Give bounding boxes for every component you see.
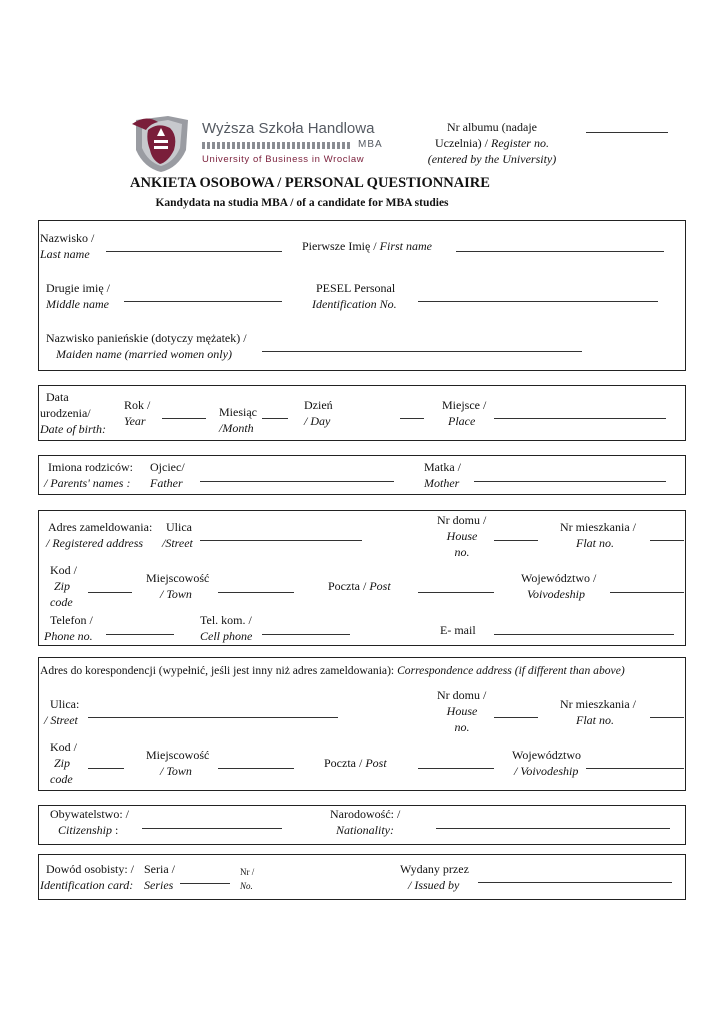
corr-house-label-en1: House xyxy=(446,704,478,718)
maiden-name-label-en: Maiden name (married women only) xyxy=(56,347,232,361)
birth-place-field[interactable] xyxy=(494,418,666,419)
id-no-label-en: No. xyxy=(240,881,253,891)
reg-flat-field[interactable] xyxy=(650,540,684,541)
citizenship-label-en-wrap: Citizenship : xyxy=(58,823,119,837)
year-label-en: Year xyxy=(124,414,146,428)
corr-town-field[interactable] xyxy=(218,768,294,769)
maiden-name-field[interactable] xyxy=(262,351,582,352)
corr-house-label-pl: Nr domu / xyxy=(437,688,487,702)
corr-post-label-pl: Poczta / xyxy=(324,756,363,770)
id-card-label-en: Identification card: xyxy=(40,878,134,892)
year-label-pl: Rok / xyxy=(124,398,151,412)
register-label-line1: Nr albumu (nadaje xyxy=(447,120,537,134)
reg-flat-label-pl: Nr mieszkania / xyxy=(560,520,636,534)
registered-address-label-en: / Registered address xyxy=(46,536,144,550)
corr-street-label-en: / Street xyxy=(44,713,78,727)
email-field[interactable] xyxy=(494,634,674,635)
month-label-en: /Month xyxy=(219,421,254,435)
reg-post-label-pl: Poczta / xyxy=(328,579,367,593)
program-name: MBA xyxy=(358,139,383,150)
parents-label-pl: Imiona rodziców: xyxy=(48,460,133,474)
phone-label-pl: Telefon / xyxy=(50,613,93,627)
middle-name-field[interactable] xyxy=(124,301,282,302)
birth-date-label-pl2: urodzenia/ xyxy=(40,406,91,420)
reg-zip-label-en1: Zip xyxy=(54,579,71,593)
nationality-label-en: Nationality: xyxy=(336,823,394,837)
reg-house-label-en2: no. xyxy=(454,545,470,559)
reg-town-label-pl: Miejscowość xyxy=(146,571,210,585)
email-label: E- mail xyxy=(440,623,476,637)
father-label-en: Father xyxy=(150,476,183,490)
parents-label-en: / Parents' names : xyxy=(44,476,131,490)
phone-label-en: Phone no. xyxy=(44,629,93,643)
reg-street-field[interactable] xyxy=(200,540,362,541)
place-label-pl: Miejsce / xyxy=(442,398,487,412)
pesel-label-pl: PESEL Personal xyxy=(316,281,396,295)
knight-helmet-icon xyxy=(128,110,194,174)
reg-house-field[interactable] xyxy=(494,540,538,541)
corr-voiv-label-en: / Voivodeship xyxy=(514,764,579,778)
reg-post-label xyxy=(328,578,391,594)
reg-town-field[interactable] xyxy=(218,592,294,593)
reg-zip-label-pl: Kod / xyxy=(50,563,77,577)
mother-label-en: Mother xyxy=(424,476,460,490)
issued-by-field[interactable] xyxy=(478,882,672,883)
corr-flat-label-en: Flat no. xyxy=(576,713,614,727)
reg-house-label-en1: House xyxy=(446,529,478,543)
reg-flat-label-en: Flat no. xyxy=(576,536,614,550)
father-name-field[interactable] xyxy=(200,481,394,482)
father-label-pl: Ojciec/ xyxy=(150,460,185,474)
register-label-en: Register no. xyxy=(490,136,549,150)
id-card-label-pl: Dowód osobisty: / xyxy=(46,862,135,876)
form-subtitle: Kandydata na studia MBA / of a candidate for MBA studies xyxy=(155,197,449,209)
last-name-label-pl: Nazwisko / xyxy=(40,231,95,245)
nationality-label-pl: Narodowość: / xyxy=(330,807,401,821)
corr-street-field[interactable] xyxy=(88,717,338,718)
reg-post-label-en: Post xyxy=(369,579,391,593)
first-name-label-en: First name xyxy=(379,239,432,253)
birth-month-field[interactable] xyxy=(262,418,288,419)
reg-zip-label-en2: code xyxy=(50,595,73,609)
citizenship-field[interactable] xyxy=(142,828,282,829)
birth-date-label-pl1: Data xyxy=(46,390,69,404)
form-title: ANKIETA OSOBOWA / PERSONAL QUESTIONNAIRE xyxy=(130,175,490,191)
register-label-pl: Uczelnia) / xyxy=(435,136,488,150)
month-label-pl: Miesiąc xyxy=(219,405,257,419)
corr-house-field[interactable] xyxy=(494,717,538,718)
reg-house-label-pl: Nr domu / xyxy=(437,513,487,527)
issued-by-label-pl: Wydany przez xyxy=(400,862,469,876)
first-name-label-pl: Pierwsze Imię / xyxy=(302,239,377,253)
issued-by-label-en: / Issued by xyxy=(408,878,460,892)
school-name-english: University of Business in Wroclaw xyxy=(202,154,365,165)
corr-zip-field[interactable] xyxy=(88,768,124,769)
registered-address-label-pl: Adres zameldowania: xyxy=(48,520,153,534)
corr-voiv-field[interactable] xyxy=(586,768,684,769)
corr-zip-label-en1: Zip xyxy=(54,756,71,770)
citizenship-label-en: Citizenship xyxy=(58,823,113,837)
last-name-label-en: Last name xyxy=(40,247,90,261)
middle-name-label-en: Middle name xyxy=(46,297,109,311)
logo-bar-pattern xyxy=(202,142,352,149)
maiden-name-label-pl: Nazwisko panieńskie (dotyczy mężatek) / xyxy=(46,331,247,345)
reg-street-label-pl: Ulica xyxy=(166,520,192,534)
reg-voiv-label-en: Voivodeship xyxy=(527,587,585,601)
correspondence-header xyxy=(40,663,625,679)
reg-voiv-field[interactable] xyxy=(610,592,684,593)
mother-name-field[interactable] xyxy=(474,481,666,482)
reg-zip-field[interactable] xyxy=(88,592,132,593)
corr-street-label-pl: Ulica: xyxy=(50,697,80,711)
corr-post-label-en: Post xyxy=(365,756,387,770)
citizenship-label-pl: Obywatelstwo: / xyxy=(50,807,129,821)
phone-field[interactable] xyxy=(106,634,174,635)
reg-voiv-label-pl: Województwo / xyxy=(521,571,597,585)
school-name: Wyższa Szkoła Handlowa xyxy=(202,120,375,137)
cell-label-en: Cell phone xyxy=(200,629,253,643)
first-name-field[interactable] xyxy=(456,251,664,252)
series-label-en: Series xyxy=(144,878,174,892)
birth-date-label-en: Date of birth: xyxy=(40,422,106,436)
school-logo xyxy=(128,110,383,176)
corr-flat-field[interactable] xyxy=(650,717,684,718)
birth-year-field[interactable] xyxy=(162,418,206,419)
correspondence-header-pl: Adres do korespondencji (wypełnić, jeśli jest inny niż adres zameldowania): xyxy=(40,664,395,677)
corr-zip-label-en2: code xyxy=(50,772,73,786)
id-series-field[interactable] xyxy=(180,883,230,884)
corr-voiv-label-pl: Województwo xyxy=(512,748,582,762)
register-no-field[interactable] xyxy=(586,132,668,133)
nationality-field[interactable] xyxy=(436,828,670,829)
id-no-label-pl: Nr / xyxy=(240,867,255,877)
cell-phone-field[interactable] xyxy=(262,634,350,635)
corr-zip-label-pl: Kod / xyxy=(50,740,77,754)
correspondence-header-en: Correspondence address (if different than above) xyxy=(397,664,625,677)
mother-label-pl: Matka / xyxy=(424,460,461,474)
day-label-pl: Dzień xyxy=(304,398,333,412)
day-label-en: / Day xyxy=(304,414,331,428)
birth-day-field[interactable] xyxy=(400,418,424,419)
pesel-field[interactable] xyxy=(418,301,658,302)
corr-town-label-en: / Town xyxy=(160,764,192,778)
pesel-label-en: Identification No. xyxy=(312,297,397,311)
cell-label-pl: Tel. kom. / xyxy=(200,613,252,627)
register-label-line2 xyxy=(416,135,568,151)
corr-post-field[interactable] xyxy=(418,768,494,769)
corr-post-label xyxy=(324,755,387,771)
reg-street-label-en: /Street xyxy=(162,536,193,550)
reg-town-label-en: / Town xyxy=(160,587,192,601)
section-parents xyxy=(38,455,686,495)
corr-flat-label-pl: Nr mieszkania / xyxy=(560,697,636,711)
section-id-card xyxy=(38,854,686,900)
series-label-pl: Seria / xyxy=(144,862,175,876)
corr-house-label-en2: no. xyxy=(454,720,470,734)
last-name-field[interactable] xyxy=(106,251,282,252)
register-label-line3: (entered by the University) xyxy=(427,152,557,166)
corr-town-label-pl: Miejscowość xyxy=(146,748,210,762)
place-label-en: Place xyxy=(448,414,476,428)
first-name-label xyxy=(302,238,432,254)
reg-post-field[interactable] xyxy=(418,592,494,593)
middle-name-label-pl: Drugie imię / xyxy=(46,281,110,295)
